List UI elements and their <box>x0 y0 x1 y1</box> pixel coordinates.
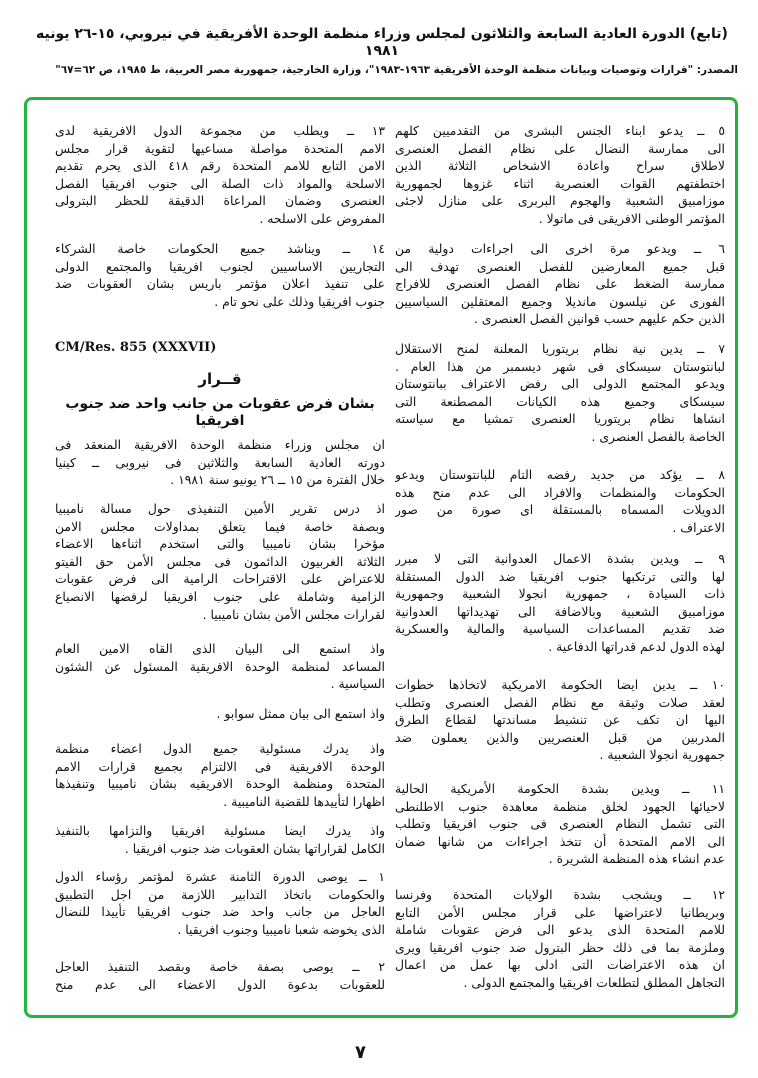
source-citation: المصدر: "قرارات وتوصيات وبيانات منظمة الوحدة الأفريقية ١٩٦٣-١٩٨٣"، وزارة الخارجية، جمهورية مصر العربية، ط ١٩٨٥، ص ٦٢=٦٧" <box>55 63 738 76</box>
text-line: خلال الفترة من ١٥ ــ ٢٦ يونيو سنة ١٩٨١ . <box>170 472 385 488</box>
text-line: عدم انشاء هذه المنظمة الشريرة . <box>548 851 725 867</box>
text-line: على تنفيذ اعلان مؤتمر باريس بشان العقوبات ضد <box>55 276 385 292</box>
text-line: واذ يدرك ايضا مسئولية افريقيا والتزامها بالتنفيذ <box>55 823 385 838</box>
text-line: لقرارات مجلس الأمن بشان ناميبيا . <box>202 606 385 622</box>
text-line: المدربين من قبل العنصريين والذين يعملون ضد <box>395 729 725 745</box>
text-line: الدويلات المسماه بالمستقلة اى صورة من صور <box>395 502 725 518</box>
text-line: موزامبيق الشعبية والهجوم البربرى على منازل لاجئى <box>395 193 725 209</box>
text-line: المساعد لمنظمة الوحدة الافريقية المسئول عن الشئون <box>55 658 385 674</box>
text-line: اظهارا لتأييدها للقضية الناميبية . <box>223 793 385 809</box>
text-line: ان مجلس وزراء منظمة الوحدة الافريقية المنعقد فى <box>55 437 385 452</box>
text-line: ١٣ ــ ويطلب من مجموعة الدول الافريقية لدى <box>55 123 385 138</box>
text-line: ٨ ــ يؤكد من جديد رفضه التام للبانتوستان ويدعو <box>395 467 725 482</box>
paragraph <box>395 122 725 228</box>
text-line: الكامل لقراراتها بشان العقوبات ضد جنوب افريقيا . <box>124 840 385 856</box>
text-line: موزامبيق الشعبية وبالاضافة الى تهديداتها العدوانية <box>395 603 725 619</box>
text-line: اليها ان تكف عن تنشيط مساندتها لقطاع الطرق <box>395 712 725 728</box>
text-line: ١٢ ــ ويشجب بشدة الولايات المتحدة وفرنسا <box>395 887 725 902</box>
text-line: انشاها نظام بريتوريا العنصرى تمشيا مع سياسته <box>395 411 725 427</box>
text-line: الاسلحة والمواد ذات الصلة الى جنوب افريقيا الفصل <box>55 175 385 191</box>
text-line: لاحيائها الجهود لخلق منظمة معاهدة جنوب الاطلنطى <box>395 798 725 814</box>
text-line: جمهورية انجولا الشعبية . <box>599 747 725 763</box>
paragraph <box>55 122 385 228</box>
paragraph <box>395 886 725 992</box>
text-line: ٥ ــ يدعو ابناء الجنس البشرى من التقدميين كلهم <box>395 123 725 138</box>
text-line: ويدعو المجتمع الدولى الى رفض الاعتراف ببانتوستان <box>395 376 725 392</box>
paragraph <box>55 958 385 993</box>
running-header <box>26 26 738 76</box>
text-line: والحكومات باتخاذ التدابير اللازمة من اجل التطبيق <box>55 886 385 902</box>
text-line: ٩ ــ ويدين بشدة الاعمال العدوانية التى لا مبرر <box>395 551 725 566</box>
running-header-title: (تابع) الدورة العادية السابعة والثلاثون لمجلس وزراء منظمة الوحدة الأفريقية في نيروبي، ١٥-٢٦ يونيه ١٩٨١ <box>36 26 728 59</box>
text-line: للعقوبات بدعوة الدول الاعضاء الى عدم منح <box>55 976 385 992</box>
text-line: ١ ــ يوصى الدورة الثامنة عشرة لمؤتمر رؤساء الدول <box>55 869 385 884</box>
text-line: سيسكاى وجميع هذه الكيانات المصطنعة التى <box>395 393 725 409</box>
resolution-subtitle: بشان فرض عقوبات من جانب واحد ضد جنوب افريقيا <box>65 396 375 429</box>
text-line: لهذه الدول لدعم قدراتها الدفاعية . <box>548 638 725 654</box>
paragraph <box>395 550 725 656</box>
text-line: جنوب افريقيا وذلك على نحو تام . <box>214 293 385 309</box>
text-line: لبانتوستان سيسكاى فى شهر ديسمبر من هذا العام . <box>395 358 725 374</box>
paragraph <box>55 240 385 310</box>
resolution-code: CM/Res. 855 (XXXVII) <box>55 340 217 355</box>
text-line: قبل جميع المعارضين للفصل العنصرى تهدف الى <box>395 258 725 274</box>
text-line: ١٤ ــ ويناشد جميع الحكومات خاصة الشركاء <box>55 241 385 256</box>
text-line: المؤتمر الوطنى الافريقى فى ماتولا . <box>538 210 725 226</box>
page-number: ٧ <box>355 1042 366 1063</box>
text-line: العاجل من جانب واحد ضد جنوب افريقيا تأييدا للنضال <box>55 904 385 920</box>
text-line: الاعتراف . <box>672 519 725 535</box>
paragraph <box>395 676 725 764</box>
text-line: لها والتى ترتكبها جنوب افريقيا ضد الدول المستقلة <box>395 568 725 584</box>
text-line: ٦ ــ ويدعو مرة اخرى الى اجراءات دولية من <box>395 241 725 256</box>
text-line: التجاريين الاساسيين لجنوب افريقيا والمجتمع الدولى <box>55 258 385 274</box>
text-line: الوحدة الافريقية فى الالتزام بجميع قرارات الامم <box>55 758 385 774</box>
text-line: الثلاثة الغربيون الدائمون فى مجلس الأمن حق الفيتو <box>55 553 385 569</box>
resolution-title: قــرار <box>198 370 242 388</box>
text-line: ١٠ ــ يدين ايضا الحكومة الامريكية لاتخاذها خطوات <box>395 677 725 692</box>
paragraph <box>55 500 385 623</box>
text-line: لاطلاق سراح واعادة الاشخاص الثلاثة الذين <box>395 158 725 174</box>
text-line: العنصرى وضمان المراعاة الدقيقة للحظر البترولى <box>55 193 385 209</box>
text-line: وبصفة خاصة فيما يتعلق بمداولات مجلس الامن <box>55 518 385 534</box>
text-line: الذين حكم عليهم حسب قوانين الفصل العنصرى . <box>473 311 725 327</box>
paragraph <box>55 705 385 723</box>
text-line: ٧ ــ يدين نية نظام بريتوريا المعلنة لمنح الاستقلال <box>395 341 725 356</box>
text-line: الخاصة بالفصل العنصرى . <box>591 428 725 444</box>
text-line: اختطفتهم القوات العنصرية اثناء غزوها لجمهورية <box>395 175 725 191</box>
text-line: الامم المتحدة مواصلة مساعيها لتقوية قرار مجلس <box>55 140 385 156</box>
text-line: للامم المتحدة الذى يدعو الى فرض عقوبات شاملة <box>395 922 725 938</box>
text-line: اذ درس تقرير الأمين التنفيذى حول مسالة ناميبيا <box>55 501 385 516</box>
paragraph <box>55 740 385 810</box>
paragraph <box>395 240 725 328</box>
text-line: ان هذه الاعتراضات التى ادلى بها عمل من اعمال <box>395 957 725 973</box>
paragraph <box>395 780 725 868</box>
text-line: ذات السيادة ، جمهورية انجولا الشعبية وجمهورية <box>395 586 725 602</box>
text-line: ضد تقديم المساعدات السياسية والمالية والعسكرية <box>395 621 725 637</box>
paragraph <box>55 868 385 938</box>
text-line: مؤخرا بشان ناميبيا والتى استخدم اثناءها الاعضاء <box>55 536 385 552</box>
paragraph <box>395 466 725 536</box>
text-line: الامن التابع للامم المتحدة رقم ٤١٨ الذى يحرم تقديم <box>55 158 385 174</box>
text-line: وبريطانيا لاعتراضها على قرار مجلس الأمن التابع <box>395 904 725 920</box>
text-line: لعقد صلات وثيقة مع نظام الفصل العنصرى وتطلب <box>395 694 725 710</box>
text-line: ٢ ــ يوصى بصفة خاصة وبقصد التنفيذ العاجل <box>55 959 385 974</box>
text-line: الحكومات والمنظمات والافراد الى عدم منح هذه <box>395 484 725 500</box>
text-line: الزامية وشاملة على جنوب افريقيا لرفضها الانصياع <box>55 588 385 604</box>
paragraph <box>55 822 385 857</box>
text-line: دورته العادية السابعة والثلاثين فى نيروبى ــ كينيا <box>55 454 385 470</box>
text-line: الى ممارسة النضال على نظام الفصل العنصرى <box>395 140 725 156</box>
text-line: الذى يخوضه شعبا ناميبيا وجنوب افريقيا . <box>177 921 385 937</box>
paragraph <box>395 340 725 446</box>
text-line: للاعتراض على الاقتراحات الرامية الى فرض عقوبات <box>55 571 385 587</box>
text-line: واذ استمع الى البيان الذى القاه الامين العام <box>55 641 385 656</box>
text-line: واذ استمع الى بيان ممثل سوابو . <box>216 706 385 721</box>
text-line: المفروض على الاسلحه . <box>259 210 385 226</box>
text-line: الفورى عن نيلسون مانديلا وجميع المعتقلين السياسيين <box>395 293 725 309</box>
text-line: وملزمة بما فى ذلك حظر البترول ضد جنوب افريقيا ويرى <box>395 939 725 955</box>
text-line: واذ يدرك مسئولية جميع الدول اعضاء منظمة <box>55 741 385 756</box>
paragraph <box>55 640 385 693</box>
text-line: المتحدة ومنظمة الوحدة الافريقيه بشان ناميبيا وتنفيذها <box>55 776 385 792</box>
text-line: التى تشمل النظام العنصرى فى جنوب افريقيا وتطلب <box>395 816 725 832</box>
text-line: السياسية . <box>330 676 385 692</box>
paragraph <box>55 436 385 489</box>
text-line: ١١ ــ ويدين بشدة الحكومة الأمريكية الحالية <box>395 781 725 796</box>
text-line: ممارسة الضغط على نظام الفصل العنصرى للافراج <box>395 276 725 292</box>
text-line: التجاهل المطلق لتطلعات افريقيا والمجتمع الدولى . <box>463 974 725 990</box>
text-line: الى الامم المتحدة أن تتخذ اجراءات من شانها ضمان <box>395 833 725 849</box>
